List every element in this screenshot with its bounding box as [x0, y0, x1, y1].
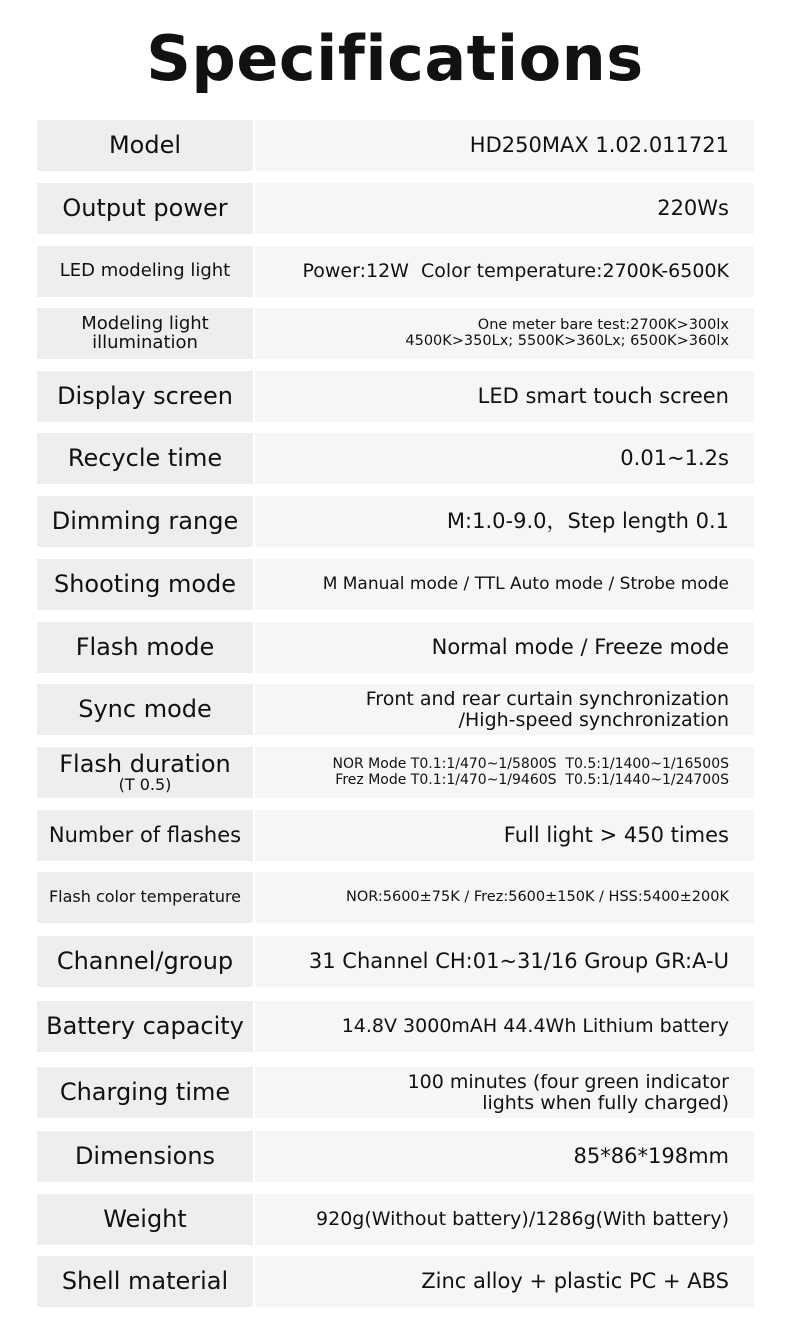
spec-row-charging-time	[37, 1067, 754, 1118]
spec-label: Shooting mode	[53, 569, 237, 598]
spec-label: Recycle time	[67, 443, 223, 472]
spec-label: Number of flashes	[48, 823, 242, 848]
spec-value-line: 100 minutes (four green indicator	[407, 1070, 729, 1093]
spec-row-sync-mode	[37, 684, 754, 735]
spec-label-cell	[37, 622, 253, 673]
spec-label-cell	[37, 872, 253, 923]
spec-value-line: /High-speed synchronization	[458, 708, 729, 731]
spec-value-cell	[255, 1256, 754, 1307]
spec-label: Channel/group	[56, 946, 234, 975]
spec-value: LED smart touch screen	[477, 383, 729, 408]
spec-value: NOR:5600±75K / Frez:5600±150K / HSS:5400±200K	[345, 888, 729, 905]
spec-row-output-power	[37, 183, 754, 234]
spec-value: 14.8V 3000mAH 44.4Wh Lithium battery	[341, 1015, 729, 1038]
spec-label-cell	[37, 371, 253, 422]
spec-value-cell	[255, 246, 754, 297]
spec-row-battery-capacity	[37, 1001, 754, 1052]
spec-label-cell	[37, 1256, 253, 1307]
spec-value: M:1.0-9.0，Step length 0.1	[446, 508, 729, 533]
spec-label-cell	[37, 496, 253, 547]
page-title: Specifications	[146, 22, 644, 95]
spec-value: 31 Channel CH:01~31/16 Group GR:A-U	[308, 948, 729, 973]
spec-label: Dimming range	[51, 506, 239, 535]
spec-value-cell	[255, 1131, 754, 1182]
spec-value-line: lights when fully charged)	[482, 1091, 729, 1114]
spec-value: Full light > 450 times	[503, 822, 729, 847]
spec-value-cell	[255, 183, 754, 234]
spec-label-cell	[37, 559, 253, 610]
spec-value-cell	[255, 496, 754, 547]
spec-row-number-of-flashes	[37, 810, 754, 861]
spec-row-dimming-range	[37, 496, 754, 547]
spec-label-cell	[37, 810, 253, 861]
spec-label: Shell material	[61, 1266, 229, 1295]
spec-value: Normal mode / Freeze mode	[431, 634, 729, 659]
spec-label-line: Modeling light	[81, 312, 209, 334]
spec-row-led-modeling-light	[37, 246, 754, 297]
spec-value-cell	[255, 371, 754, 422]
spec-row-model	[37, 120, 754, 171]
spec-value-line: 4500K>350Lx; 5500K>360Lx; 6500K>360lx	[405, 332, 729, 349]
spec-value-line: NOR Mode T0.1:1/470~1/5800S T0.5:1/1400~1/16500S	[332, 756, 729, 773]
spec-value-cell	[255, 120, 754, 171]
spec-value: 220Ws	[657, 195, 729, 220]
spec-label-cell	[37, 936, 253, 987]
spec-value: HD250MAX 1.02.011721	[469, 132, 729, 157]
spec-label: Output power	[62, 193, 228, 222]
spec-label-cell	[37, 1067, 253, 1118]
spec-value-cell	[255, 936, 754, 987]
spec-label: Dimensions	[74, 1141, 216, 1170]
spec-label-cell	[37, 1131, 253, 1182]
spec-label-cell	[37, 1001, 253, 1052]
spec-row-dimensions	[37, 1131, 754, 1182]
spec-value-cell	[255, 1001, 754, 1052]
spec-value: 0.01~1.2s	[620, 445, 729, 470]
spec-value: 920g(Without battery)/1286g(With battery)	[316, 1208, 729, 1231]
spec-value: M Manual mode / TTL Auto mode / Strobe mode	[322, 574, 729, 595]
spec-value-cell	[255, 308, 754, 359]
spec-value-cell	[255, 810, 754, 861]
spec-label: Model	[108, 130, 182, 159]
spec-label-cell	[37, 246, 253, 297]
spec-value-line: One meter bare test:2700K>300lx	[477, 316, 729, 333]
spec-label-cell	[37, 308, 253, 359]
spec-value-cell	[255, 872, 754, 923]
spec-value-cell	[255, 433, 754, 484]
spec-value-cell	[255, 1194, 754, 1245]
spec-label: Display screen	[57, 381, 233, 410]
spec-label: Flash mode	[75, 632, 215, 661]
spec-label: Flash color temperature	[48, 887, 242, 907]
spec-label: Weight	[103, 1204, 187, 1233]
spec-label: LED modeling light	[59, 260, 231, 282]
spec-row-display-screen	[37, 371, 754, 422]
spec-label-line: illumination	[92, 331, 198, 353]
spec-label-cell	[37, 684, 253, 735]
spec-row-weight	[37, 1194, 754, 1245]
spec-row-flash-duration	[37, 747, 754, 798]
spec-label-cell	[37, 183, 253, 234]
spec-label-cell	[37, 120, 253, 171]
spec-label-cell	[37, 1194, 253, 1245]
spec-row-recycle-time	[37, 433, 754, 484]
spec-row-flash-color-temperature	[37, 872, 754, 923]
spec-row-shooting-mode	[37, 559, 754, 610]
spec-label: Charging time	[59, 1077, 231, 1106]
spec-row-flash-mode	[37, 622, 754, 673]
spec-value-cell	[255, 559, 754, 610]
spec-row-channel-group	[37, 936, 754, 987]
spec-value: 85*86*198mm	[573, 1143, 729, 1168]
spec-value-cell	[255, 1067, 754, 1118]
spec-row-shell-material	[37, 1256, 754, 1307]
spec-value-cell	[255, 684, 754, 735]
spec-label: Sync mode	[78, 694, 212, 723]
spec-value-line: Front and rear curtain synchronization	[365, 687, 729, 710]
spec-value: Power:12W Color temperature:2700K-6500K	[302, 260, 729, 283]
spec-value: Zinc alloy + plastic PC + ABS	[421, 1268, 729, 1293]
spec-value-cell	[255, 622, 754, 673]
spec-value-line: Frez Mode T0.1:1/470~1/9460S T0.5:1/1440~1/24700S	[335, 771, 729, 788]
spec-label: Battery capacity	[46, 1011, 244, 1040]
spec-label: Flash duration	[59, 749, 231, 778]
spec-label-cell	[37, 433, 253, 484]
spec-row-modeling-light-illumination	[37, 308, 754, 359]
spec-sublabel: (T 0.5)	[118, 774, 172, 794]
spec-label-cell	[37, 747, 253, 798]
spec-value-cell	[255, 747, 754, 798]
